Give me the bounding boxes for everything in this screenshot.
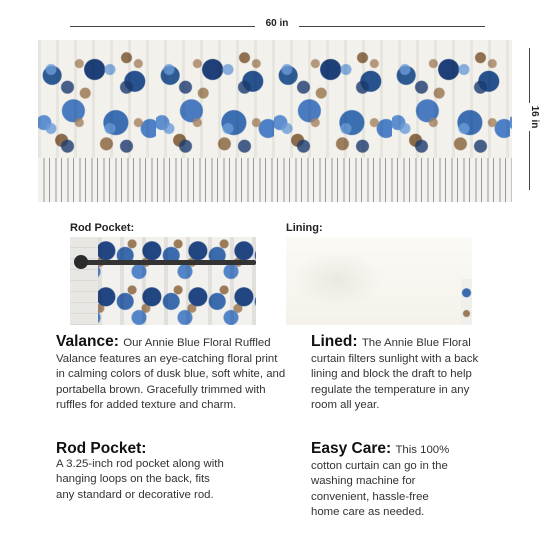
easy-care-feature-text: This 100% cotton curtain can go in the washing machine for convenient, hassle-free home care as needed. bbox=[311, 444, 450, 518]
valance-feature bbox=[56, 334, 288, 414]
rod-pocket-section-label: Rod Pocket: bbox=[70, 222, 135, 234]
ticking-stripe-ruffle bbox=[38, 158, 512, 202]
valance-feature-title: Valance: bbox=[56, 333, 124, 350]
height-dimension-line-top bbox=[529, 48, 530, 106]
lined-feature-title: Lined: bbox=[311, 333, 362, 350]
valance-product-image bbox=[38, 40, 512, 202]
width-dimension-label: 60 in bbox=[255, 18, 299, 29]
lined-feature bbox=[311, 334, 491, 414]
curtain-folds bbox=[98, 237, 256, 325]
valance-feature-text: Our Annie Blue Floral Ruffled Valance features an eye-catching floral print in calming colors of dusk blue, soft white, and portabella brown. Gracefully trimmed with ruffles for added texture and charm. bbox=[56, 337, 286, 411]
width-dimension-line-right bbox=[299, 26, 485, 27]
rod-pocket-feature bbox=[56, 441, 226, 503]
wall-panel bbox=[70, 237, 98, 325]
lining-section-label: Lining: bbox=[286, 222, 323, 234]
rod-finial bbox=[74, 255, 88, 269]
lined-feature-text: The Annie Blue Floral curtain filters sunlight with a back lining and block the draft to help regulate the temperature in any room all year. bbox=[311, 337, 479, 411]
rod-pocket-detail-image bbox=[70, 237, 256, 325]
rod-pocket-feature-title: Rod Pocket: bbox=[56, 440, 147, 457]
easy-care-feature-title: Easy Care: bbox=[311, 440, 396, 457]
curtain-rod bbox=[76, 260, 256, 265]
rod-pocket-feature-text: A 3.25-inch rod pocket along with hanging loops on the back, fits any standard or decorative rod. bbox=[56, 457, 224, 501]
easy-care-feature bbox=[311, 441, 451, 521]
lining-detail-image bbox=[286, 237, 472, 325]
rod-pocket-gathers bbox=[38, 40, 512, 158]
lining-fold-edge bbox=[461, 279, 472, 325]
height-dimension-label: 16 in bbox=[520, 103, 540, 131]
width-dimension-line-left bbox=[70, 26, 255, 27]
height-dimension-line-bottom bbox=[529, 130, 530, 190]
